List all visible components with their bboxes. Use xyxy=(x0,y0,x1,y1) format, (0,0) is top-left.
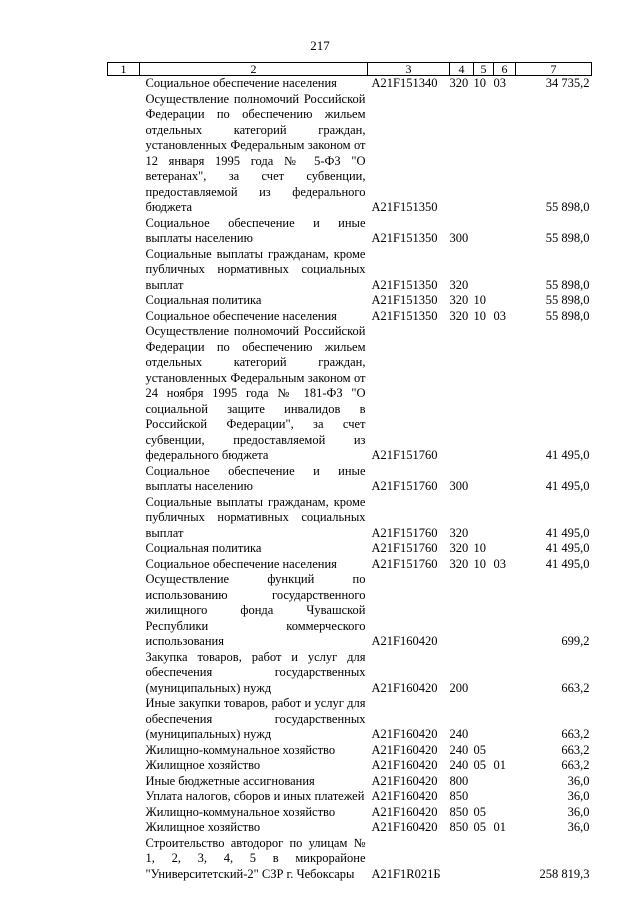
cell-rz xyxy=(474,216,494,247)
cell-rz: 10 xyxy=(473,76,486,90)
header-col-1: 1 xyxy=(108,63,140,76)
cell-vr: 850 xyxy=(449,789,469,803)
header-col-6: 6 xyxy=(494,63,516,76)
cell-vr: 320 xyxy=(449,277,469,292)
cell-amount: 41 495,0 xyxy=(545,556,590,571)
cell-amount: 41 495,0 xyxy=(545,448,590,462)
cell-pr xyxy=(494,743,516,759)
cell-code: A21F160420 xyxy=(371,758,438,772)
cell-pr xyxy=(494,774,516,790)
cell-blank xyxy=(108,309,140,325)
cell-amount: 55 898,0 xyxy=(545,293,590,307)
cell-amount: 36,0 xyxy=(567,804,590,819)
cell-blank xyxy=(108,216,140,247)
cell-name: Строительство автодорог по улицам № 1, 2, 3, 4, 5 в микрорайоне "Университетский-2" СЗР г. Чебоксары xyxy=(145,835,366,881)
cell-blank xyxy=(108,836,140,883)
cell-pr xyxy=(494,572,516,650)
cell-vr: 320 xyxy=(449,76,469,90)
cell-amount: 55 898,0 xyxy=(545,231,590,245)
cell-name: Иные закупки товаров, работ и услуг для обеспечения государственных (муниципальных) нужд xyxy=(145,696,366,741)
cell-pr xyxy=(494,495,516,542)
cell-pr: 03 xyxy=(493,76,506,90)
cell-vr: 800 xyxy=(449,773,469,788)
cell-amount: 36,0 xyxy=(567,773,590,788)
cell-rz xyxy=(474,572,494,650)
table-row xyxy=(108,216,592,247)
cell-blank xyxy=(108,805,140,821)
cell-code: A21F160420 xyxy=(371,789,438,803)
cell-amount: 663,2 xyxy=(561,758,590,772)
table-row xyxy=(108,495,592,542)
cell-pr xyxy=(494,541,516,557)
cell-rz xyxy=(474,696,494,743)
table-row xyxy=(108,464,592,495)
table-row xyxy=(108,557,592,573)
cell-vr xyxy=(450,836,474,883)
cell-blank xyxy=(108,247,140,294)
cell-amount: 36,0 xyxy=(567,820,590,834)
cell-pr xyxy=(494,805,516,821)
table-row xyxy=(108,309,592,325)
cell-pr xyxy=(494,293,516,309)
cell-rz xyxy=(474,774,494,790)
cell-name: Иные бюджетные ассигнования xyxy=(145,773,315,788)
cell-name: Осуществление функций по использованию государственного жилищного фонда Чувашской Республики коммерческого использования xyxy=(145,572,366,648)
cell-code: A21F160420 xyxy=(371,773,438,788)
cell-vr: 320 xyxy=(449,293,469,307)
cell-amount: 41 495,0 xyxy=(545,479,590,493)
table-row xyxy=(108,836,592,883)
cell-blank xyxy=(108,324,140,464)
cell-name: Социальные выплаты гражданам, кроме публичных нормативных социальных выплат xyxy=(145,494,366,540)
table-header-row xyxy=(108,63,592,76)
cell-pr xyxy=(494,464,516,495)
cell-code: A21F151760 xyxy=(371,448,438,462)
table-row xyxy=(108,743,592,759)
cell-blank xyxy=(108,293,140,309)
cell-pr xyxy=(494,836,516,883)
cell-vr: 320 xyxy=(449,556,469,571)
table-row xyxy=(108,293,592,309)
cell-code: A21F160420 xyxy=(371,742,438,757)
cell-name: Социальная политика xyxy=(145,293,262,307)
cell-vr: 300 xyxy=(449,479,469,493)
cell-pr xyxy=(494,789,516,805)
cell-amount: 55 898,0 xyxy=(545,308,590,323)
cell-rz: 10 xyxy=(473,541,486,555)
cell-code: A21F160420 xyxy=(371,727,438,741)
cell-vr: 240 xyxy=(449,727,469,741)
cell-amount: 36,0 xyxy=(567,789,590,803)
cell-amount: 258 819,3 xyxy=(539,866,590,881)
table-row xyxy=(108,92,592,216)
header-col-2: 2 xyxy=(140,63,368,76)
cell-name: Осуществление полномочий Российской Федерации по обеспечению жильем отдельных категорий граждан, установленных Федеральным законом от 24 ноября 1995 года № 181-ФЗ "О социальной защите инвалидов в Российской Федерации", за счет субвенции, предоставляемой из федерального бюджета xyxy=(145,324,366,462)
cell-vr: 320 xyxy=(449,541,469,555)
cell-rz xyxy=(474,324,494,464)
cell-vr: 850 xyxy=(449,804,469,819)
page-number: 217 xyxy=(310,38,330,53)
table-row xyxy=(108,758,592,774)
cell-blank xyxy=(108,820,140,836)
cell-code: A21F160420 xyxy=(371,680,438,695)
cell-vr xyxy=(450,572,474,650)
cell-amount: 55 898,0 xyxy=(545,200,590,214)
cell-code: A21F1R021Б xyxy=(371,866,441,881)
cell-blank xyxy=(108,696,140,743)
cell-code: A21F160420 xyxy=(371,804,438,819)
cell-vr: 320 xyxy=(449,525,469,540)
cell-rz xyxy=(474,92,494,216)
cell-rz: 05 xyxy=(473,820,486,834)
cell-rz: 10 xyxy=(473,293,486,307)
header-col-5: 5 xyxy=(474,63,494,76)
cell-blank xyxy=(108,743,140,759)
table-row xyxy=(108,247,592,294)
cell-amount: 41 495,0 xyxy=(545,525,590,540)
cell-blank xyxy=(108,572,140,650)
cell-rz: 05 xyxy=(473,758,486,772)
cell-vr: 300 xyxy=(449,231,469,245)
cell-code: A21F160420 xyxy=(371,634,438,648)
cell-blank xyxy=(108,557,140,573)
cell-code: A21F151350 xyxy=(371,231,438,245)
cell-name: Жилищное хозяйство xyxy=(145,758,261,772)
cell-amount: 663,2 xyxy=(561,727,590,741)
cell-pr: 03 xyxy=(493,308,506,323)
cell-pr xyxy=(494,216,516,247)
cell-amount: 34 735,2 xyxy=(545,76,590,90)
cell-name: Жилищно-коммунальное хозяйство xyxy=(145,804,336,819)
cell-pr: 03 xyxy=(493,556,506,571)
cell-blank xyxy=(108,789,140,805)
cell-amount: 41 495,0 xyxy=(545,541,590,555)
cell-name: Социальное обеспечение населения xyxy=(145,308,337,323)
table-row xyxy=(108,789,592,805)
cell-pr xyxy=(494,324,516,464)
cell-pr xyxy=(494,247,516,294)
cell-code: A21F151350 xyxy=(371,277,438,292)
table-row xyxy=(108,820,592,836)
cell-blank xyxy=(108,758,140,774)
cell-pr: 01 xyxy=(493,820,506,834)
cell-rz xyxy=(474,464,494,495)
table-row xyxy=(108,774,592,790)
cell-blank xyxy=(108,76,140,92)
cell-blank xyxy=(108,650,140,697)
cell-name: Закупка товаров, работ и услуг для обеспечения государственных (муниципальных) нужд xyxy=(145,649,366,695)
cell-name: Социальные выплаты гражданам, кроме публичных нормативных социальных выплат xyxy=(145,246,366,292)
cell-name: Социальное обеспечение и иные выплаты населению xyxy=(145,215,366,245)
cell-name: Социальное обеспечение и иные выплаты населению xyxy=(145,463,366,493)
cell-rz xyxy=(474,495,494,542)
cell-code: A21F151350 xyxy=(371,200,438,214)
cell-amount: 663,2 xyxy=(561,742,590,757)
cell-name: Социальное обеспечение населения xyxy=(145,556,337,571)
cell-blank xyxy=(108,92,140,216)
header-col-3: 3 xyxy=(368,63,450,76)
cell-name: Жилищно-коммунальное хозяйство xyxy=(145,742,336,757)
cell-amount: 663,2 xyxy=(561,680,590,695)
cell-vr: 240 xyxy=(449,742,469,757)
cell-rz xyxy=(474,247,494,294)
cell-code: A21F151340 xyxy=(371,76,438,90)
cell-code: A21F160420 xyxy=(371,820,438,834)
table-row xyxy=(108,572,592,650)
cell-pr xyxy=(494,696,516,743)
table-row xyxy=(108,324,592,464)
cell-rz xyxy=(474,650,494,697)
table-row xyxy=(108,805,592,821)
cell-pr xyxy=(494,92,516,216)
cell-code: A21F151760 xyxy=(371,556,438,571)
cell-amount: 699,2 xyxy=(561,634,590,648)
cell-name: Осуществление полномочий Российской Федерации по обеспечению жильем отдельных категорий граждан, установленных Федеральным законом от 12 января 1995 года № 5-ФЗ "О ветеранах", за счет субвенции, предоставляемой из федерального бюджета xyxy=(145,91,366,214)
table-row xyxy=(108,696,592,743)
cell-rz xyxy=(474,836,494,883)
cell-rz: 10 xyxy=(473,556,486,571)
cell-pr xyxy=(494,650,516,697)
cell-blank xyxy=(108,541,140,557)
header-col-7: 7 xyxy=(516,63,592,76)
cell-code: A21F151350 xyxy=(371,308,438,323)
cell-rz: 10 xyxy=(473,308,486,323)
cell-name: Социальное обеспечение населения xyxy=(145,76,337,90)
cell-blank xyxy=(108,464,140,495)
cell-vr: 320 xyxy=(449,308,469,323)
cell-blank xyxy=(108,495,140,542)
budget-table xyxy=(107,62,592,882)
cell-name: Жилищное хозяйство xyxy=(145,820,261,834)
cell-pr: 01 xyxy=(493,758,506,772)
cell-code: A21F151350 xyxy=(371,293,438,307)
cell-rz: 05 xyxy=(473,742,486,757)
table-row xyxy=(108,541,592,557)
cell-code: A21F151760 xyxy=(371,479,438,493)
cell-vr: 240 xyxy=(449,758,469,772)
cell-amount: 55 898,0 xyxy=(545,277,590,292)
cell-code: A21F151760 xyxy=(371,541,438,555)
cell-name: Социальная политика xyxy=(145,541,262,555)
table-row xyxy=(108,76,592,92)
cell-code: A21F151760 xyxy=(371,525,438,540)
cell-vr xyxy=(450,92,474,216)
cell-blank xyxy=(108,774,140,790)
cell-vr: 200 xyxy=(449,680,469,695)
cell-rz: 05 xyxy=(473,804,486,819)
cell-name: Уплата налогов, сборов и иных платежей xyxy=(145,789,365,803)
cell-rz xyxy=(474,789,494,805)
table-row xyxy=(108,650,592,697)
cell-vr: 850 xyxy=(449,820,469,834)
cell-vr xyxy=(450,324,474,464)
header-col-4: 4 xyxy=(450,63,474,76)
